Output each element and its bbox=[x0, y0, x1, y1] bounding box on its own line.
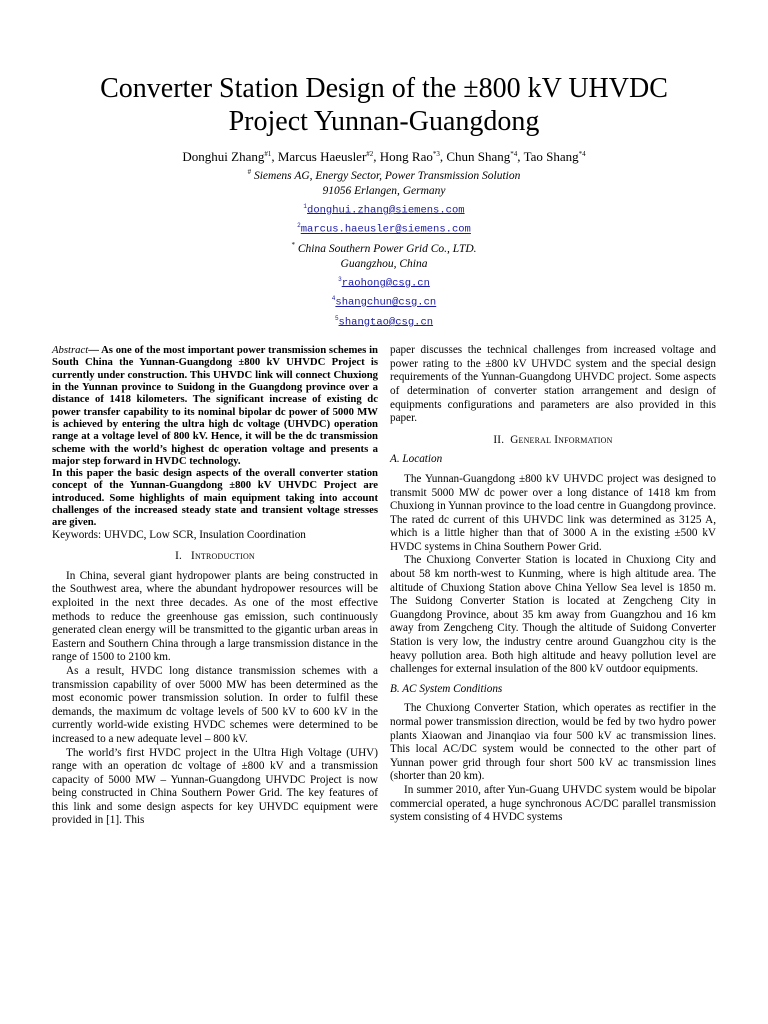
email-line bbox=[52, 218, 716, 238]
email-line bbox=[52, 311, 716, 331]
right-column bbox=[390, 344, 716, 828]
affiliation-csg bbox=[52, 238, 716, 272]
left-column bbox=[52, 344, 378, 828]
author-mark: #1 bbox=[264, 150, 272, 158]
ac-system-paragraph: In summer 2010, after Yun-Guang UHVDC system would be bipolar commercial operated, a huge synchronous AC/DC parallel transmission system consisting of 4 HVDC systems bbox=[390, 783, 716, 824]
author-mark: #2 bbox=[366, 150, 374, 158]
section-title: General Information bbox=[510, 433, 613, 446]
author-mark: *3 bbox=[432, 150, 440, 158]
affiliation-mark: # bbox=[247, 168, 252, 176]
paper-header bbox=[52, 0, 716, 330]
intro-paragraph: As a result, HVDC long distance transmission schemes with a transmission capability of over 5000 MW has been determined as the most economic power transmission solution. In order to fulfil these demands, the maximum dc voltage levels of 500 kV to 600 kV in the currently world-wide existing HVDC schemes were determined to be increased to a new adequate level – 800 kV. bbox=[52, 664, 378, 745]
affiliation-siemens bbox=[52, 165, 716, 199]
author-name: Donghui Zhang bbox=[182, 149, 265, 164]
email-line bbox=[52, 199, 716, 219]
section-number: I. bbox=[175, 550, 183, 563]
email-line bbox=[52, 272, 716, 292]
affiliation-city: Guangzhou, China bbox=[340, 257, 428, 270]
email-link[interactable]: shangtao@csg.cn bbox=[338, 316, 434, 329]
email-link[interactable]: shangchun@csg.cn bbox=[335, 296, 437, 309]
intro-paragraph: The world’s first HVDC project in the Ultra High Voltage (UHV) range with an operation dc voltage of ±800 kV and a transmission capacity of 5000 MW – Yunnan-Guangdong UHVDC Project is now being constructed in China Southern Power Grid. The key features of this link and some design aspects for key UHVDC equipment were provided in [1]. This bbox=[52, 746, 378, 827]
location-paragraph: The Yunnan-Guangdong ±800 kV UHVDC project was designed to transmit 5000 MW dc power over a long distance of 1418 km from Chuxiong in Yunnan province to the load centre in Guangdong province. The rated dc current of this UHVDC link was determined as 3125 A, which is a little higher than that of 3000 A in the existing ±500 kV HVDC systems in China Southern Power Grid. bbox=[390, 472, 716, 553]
abstract-text: — As one of the most important power transmission schemes in South China the Yunnan-Guangdong ±800 kV UHVDC Project is currently under construction. This UHVDC link will connect Chuxiong in the Yunnan province to Suidong in the Guangdong province over a distance of 1418 kilometers. The significant increase of existing dc power transfer capability to its nominal bipolar dc power of 5000 MW is achieved by entering the ultra high dc voltage (UHVDC) operation range at a voltage level of 800 kV. Hence, it will be the dc transmission scheme with the world’s highest dc operation voltage and presents a major step forward in HVDC technology. bbox=[52, 344, 378, 467]
title-line-1: Converter Station Design of the ±800 kV UHVDC bbox=[100, 73, 668, 104]
author-name: Chun Shang bbox=[446, 149, 511, 164]
section-number: II. bbox=[493, 433, 505, 446]
abstract-label: Abstract bbox=[52, 344, 89, 357]
section-heading-general-information bbox=[390, 434, 716, 448]
author-mark: *4 bbox=[510, 150, 518, 158]
intro-paragraph: In China, several giant hydropower plants are being constructed in the Southwest area, where the abundant hydropower resources will be exploited in the next three decades. As one of the most effective methods to reduce the greenhouse gas emission, such continuously generated clean energy will be transmitted to the gigantic urban areas in Eastern and Southern China through a large transmission distance in the range of 1500 to 2100 km. bbox=[52, 569, 378, 664]
email-line bbox=[52, 291, 716, 311]
email-link[interactable]: raohong@csg.cn bbox=[341, 277, 430, 290]
affiliation-org: Siemens AG, Energy Sector, Power Transmission Solution bbox=[253, 169, 521, 182]
paper-title bbox=[52, 0, 716, 138]
location-paragraph: The Chuxiong Converter Station is located in Chuxiong City and about 58 km north-west to Kunming, where is high altitude area. The altitude of Chuxiong Station above China Yellow Sea level is 1850 m. The Suidong Converter Station is located at Zengcheng City in Guangdong Province, about 35 km away from Guangzhou and 16 km away from Zengcheng City. Though the altitude of Suidong Converter Station is very low, the industry centre around Guangzhou city is the heavy pollution area. Both high altitude and heavy pollution level are challenges for external insulation of the 800 kV outdoor equipments. bbox=[390, 554, 716, 676]
abstract bbox=[52, 344, 378, 467]
author-name: Hong Rao bbox=[379, 149, 433, 164]
author-mark: *4 bbox=[578, 150, 586, 158]
title-line-2: Project Yunnan-Guangdong bbox=[228, 106, 540, 137]
ac-system-paragraph: The Chuxiong Converter Station, which operates as rectifier in the normal power transmission direction, would be fed by two hydro power plants Xiaowan and Jinanqiao via four 500 kV ac transmission lines. This local AC/DC system would be connected to the other part of Yunnan power grid through four short 500 kV ac transmission lines (shorter than 20 km). bbox=[390, 702, 716, 783]
keywords: Keywords: UHVDC, Low SCR, Insulation Coordination bbox=[52, 528, 306, 541]
two-column-body bbox=[52, 344, 716, 828]
email-link[interactable]: marcus.haeusler@siemens.com bbox=[300, 223, 471, 236]
intro-continuation: paper discusses the technical challenges from increased voltage and power rating to the ±800 kV UHVDC system and the special design requirements of the Yunnan-Guangdong UHVDC project. Some aspects of determination of converter station arrangement and design of equipments configurations and parameters are also provided in this paper. bbox=[390, 344, 716, 425]
subsection-heading-location: A. Location bbox=[390, 453, 443, 466]
email-mark: 5 bbox=[334, 314, 339, 322]
affiliation-city: 91056 Erlangen, Germany bbox=[322, 184, 446, 197]
author-name: Marcus Haeusler bbox=[277, 149, 367, 164]
affiliation-org: China Southern Power Grid Co., LTD. bbox=[297, 242, 477, 255]
email-mark: 2 bbox=[297, 222, 301, 230]
subsection-heading-ac-system: B. AC System Conditions bbox=[390, 682, 503, 695]
author-name: Tao Shang bbox=[523, 149, 579, 164]
author-list: Donghui Zhang$^{\#1}$, Marcus Haeusler$^{\#2}$, Hong Rao$^{*3}$, Chun Shang$^{*4}$, Tao Shang$^{*4}$ bbox=[182, 149, 586, 164]
affiliation-mark: * bbox=[291, 240, 295, 249]
section-heading-introduction bbox=[52, 550, 378, 564]
email-mark: 3 bbox=[338, 275, 342, 283]
email-link[interactable]: donghui.zhang@siemens.com bbox=[307, 204, 465, 217]
email-mark: 4 bbox=[331, 295, 336, 303]
section-title: Introduction bbox=[191, 550, 255, 563]
abstract-paragraph-2: In this paper the basic design aspects of the overall converter station concept of the Yunnan-Guangdong ±800 kV UHVDC Project are introduced. Some highlights of main equipment taking into account challenges of the increased steady state and transient voltage stresses are given. bbox=[52, 467, 378, 529]
email-mark: 1 bbox=[303, 202, 308, 210]
